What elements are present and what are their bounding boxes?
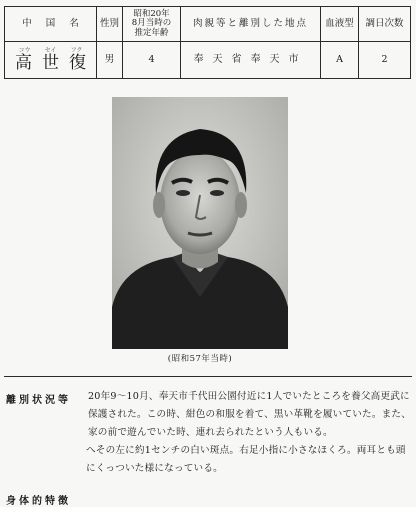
- header-age-line: 推定年齢: [134, 27, 169, 38]
- cell-age: 4: [123, 42, 181, 79]
- cell-sex: 男: [97, 42, 123, 79]
- table-header-row: [5, 7, 411, 42]
- cell-blood: A: [321, 42, 359, 79]
- header-blood: 血液型: [321, 7, 359, 42]
- header-sex: 性別: [97, 7, 123, 42]
- physical-label: 身体的特徴: [6, 496, 71, 507]
- portrait-illustration: [112, 97, 288, 349]
- physical-label-spacer: [4, 442, 86, 478]
- info-table: [4, 6, 411, 79]
- separation-text: 20年9～10月、奉天市千代田公園付近に1人でいたところを養父高更武に保護された。この時、紺色の和服を着て、黒い革靴を履いていた。また、家の前で遊んでいた時、連れ去られたという人もいる。: [88, 391, 412, 438]
- physical-text: へその左に約1センチの白い斑点。右足小指に小さなほくろ。両耳とも頭にくっついた様になっている。: [86, 445, 406, 474]
- separation-label: 離別状況等: [6, 395, 71, 406]
- header-name: 中国名: [5, 7, 97, 42]
- ruby-char: コウ: [18, 47, 31, 54]
- cell-place: 奉天省奉天市: [181, 42, 321, 79]
- separation-row: [4, 377, 412, 442]
- photo-caption: (昭和57年当時): [167, 354, 233, 364]
- ruby-char: セイ: [44, 47, 57, 54]
- table-row: [5, 42, 411, 79]
- cell-count: 2: [359, 42, 411, 79]
- details-section: [4, 376, 412, 507]
- header-age-line: 8月当時の: [131, 18, 172, 29]
- header-count: 調日次数: [359, 7, 411, 42]
- header-age: [123, 7, 181, 42]
- header-age-line: 昭和20年: [133, 8, 170, 19]
- ruby-char: フク: [70, 47, 83, 54]
- portrait-photo: [112, 97, 288, 349]
- header-place: 肉親等と離別した地点: [181, 7, 321, 42]
- physical-row: [4, 442, 412, 507]
- cell-name: [5, 42, 97, 79]
- chinese-name: 高世復: [15, 53, 96, 73]
